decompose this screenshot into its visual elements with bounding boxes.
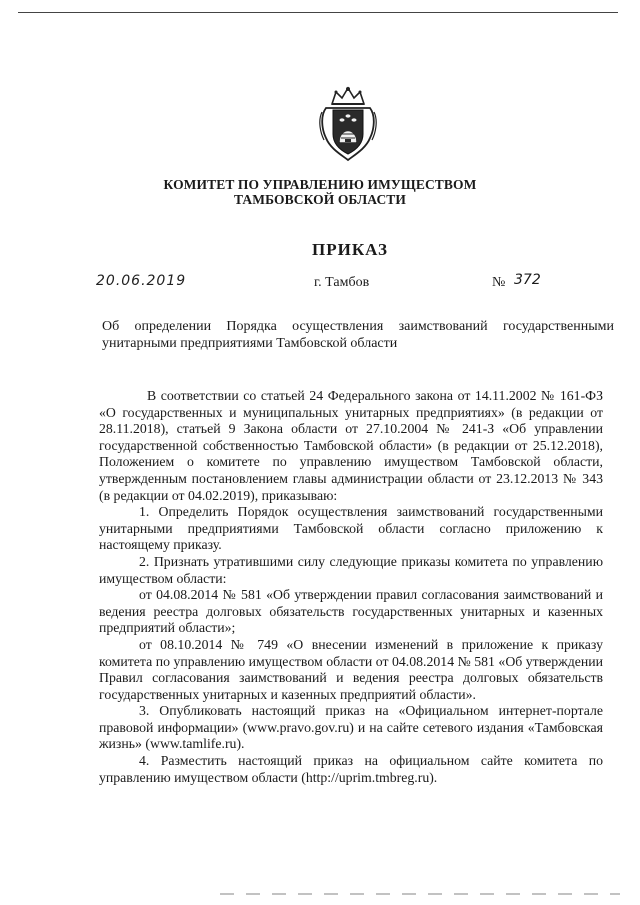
- preamble-paragraph: В соответствии со статьей 24 Федерального закона от 14.11.2002 № 161-ФЗ «О государственных и муниципальных унитарных предприятиях» (в редакции от 28.11.2018), статьей 9 Закона области от 27.10.2004 № 241-З «Об управлении государственной собственностью Тамбовской области» (в редакции от 25.12.2018), Положением о комитете по управлению имуществом Тамбовской области, утвержденным постановлением главы администрации области от 23.12.2013 № 343 (в редакции от 04.02.2019), приказываю:: [99, 388, 603, 503]
- document-city: г. Тамбов: [314, 275, 370, 290]
- organization-name-line2: ТАМБОВСКОЙ ОБЛАСТИ: [233, 192, 407, 207]
- repealed-order-581: от 04.08.2014 № 581 «Об утверждении правил согласования заимствований и ведения реестра долговых обязательств государственных унитарных и казенных предприятий области»;: [99, 587, 603, 636]
- document-number-label: №: [492, 275, 506, 290]
- clause-4-paragraph: 4. Разместить настоящий приказ на официальном сайте комитета по управлению имуществом области (http://uprim.tmbreg.ru).: [99, 753, 603, 785]
- clause-1-paragraph: 1. Определить Порядок осуществления заимствований государственными унитарными предприятиями Тамбовской области согласно приложению к настоящему приказу.: [99, 504, 603, 553]
- document-date: 20.06.2019: [96, 273, 187, 289]
- clause-3-paragraph: 3. Опубликовать настоящий приказ на «Официальном интернет-портале правовой информации» (www.pravo.gov.ru) и на сайте сетевого издания «Тамбовская жизнь» (www.tamlife.ru).: [99, 703, 603, 752]
- tambov-coat-of-arms-icon: [318, 86, 378, 162]
- document-title: ПРИКАЗ: [312, 240, 388, 259]
- scan-artifact-line: [220, 893, 620, 895]
- organization-name-line1: КОМИТЕТ ПО УПРАВЛЕНИЮ ИМУЩЕСТВОМ: [163, 177, 477, 192]
- document-subject: Об определении Порядка осуществления заимствований государственными унитарными предприятиями Тамбовской области: [102, 319, 614, 351]
- repealed-order-749: от 08.10.2014 № 749 «О внесении изменений в приложение к приказу комитета по управлению имуществом области от 04.08.2014 № 581 «Об утверждении Правил согласования заимствований и ведения реестра долговых обязательств государственных унитарных и казенных предприятий области».: [99, 636, 603, 702]
- clause-2-paragraph: 2. Признать утратившими силу следующие приказы комитета по управлению имуществом области:: [99, 553, 603, 586]
- document-body: [99, 388, 603, 786]
- document-number: 372: [514, 272, 541, 288]
- top-border-line: [18, 12, 618, 13]
